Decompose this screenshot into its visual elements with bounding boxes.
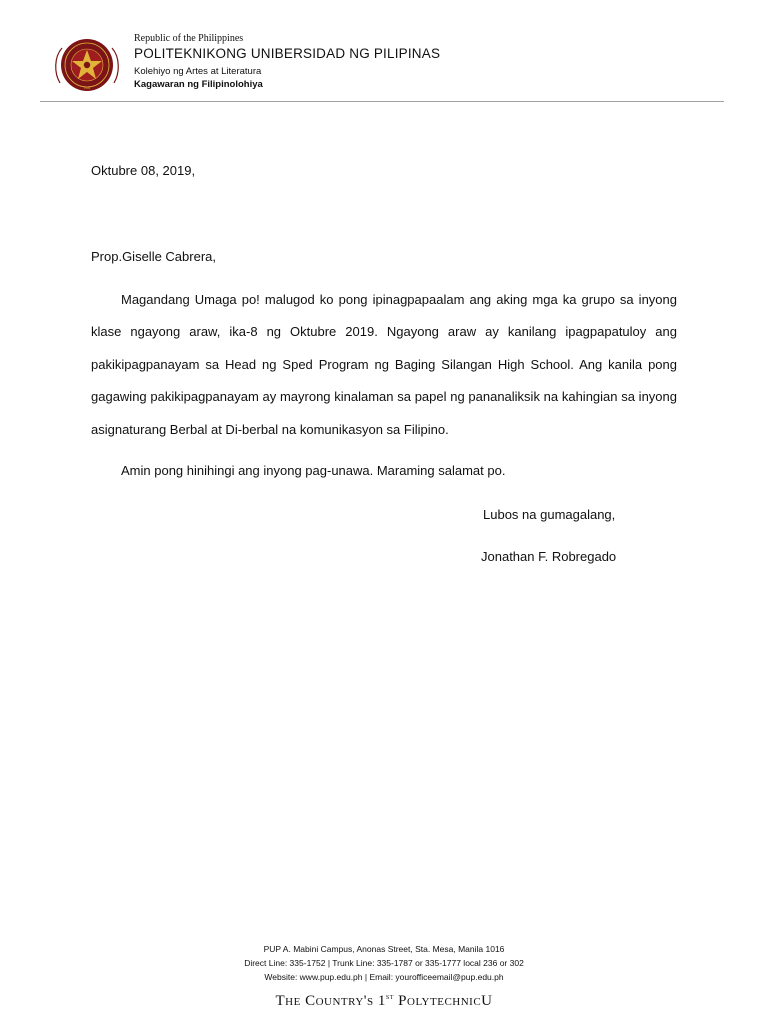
letter-closing: Lubos na gumagalang, bbox=[483, 507, 616, 522]
footer-web: Website: www.pup.edu.ph | Email: yourofficeemail@pup.edu.ph bbox=[264, 972, 504, 982]
college-name: Kolehiyo ng Artes at Literatura bbox=[134, 66, 262, 77]
footer-tagline bbox=[0, 991, 768, 1010]
department-name: Kagawaran ng Filipinolohiya bbox=[134, 79, 263, 90]
letter-salutation: Prop.Giselle Cabrera, bbox=[91, 249, 216, 264]
letter-paragraph-1: Magandang Umaga po! malugod ko pong ipinagpapaalam ang aking mga ka grupo sa inyong klase ngayong araw, ika-8 ng Oktubre 2019. Ngayong araw ay kanilang ipagpapatuloy ang pakikipagpanayam sa Head ng Sped Program ng Baging Silangan High School. Ang kanila pong gagawing pakikipagpanayam ay mayrong kinalaman sa papel ng pananaliksik na kahingian sa inyong asignaturang Berbal at Di-berbal na komunikasyon sa Filipino. bbox=[91, 292, 677, 437]
tagline-superscript: st bbox=[385, 991, 394, 1001]
republic-text: Republic of the Philippines bbox=[134, 33, 244, 44]
letter-paragraph-2: Amin pong hinihingi ang inyong pag-unawa. Maraming salamat po. bbox=[121, 463, 506, 478]
letter-date: Oktubre 08, 2019, bbox=[91, 163, 196, 178]
footer-phones: Direct Line: 335-1752 | Trunk Line: 335-1787 or 335-1777 local 236 or 302 bbox=[244, 958, 524, 968]
university-name: POLITEKNIKONG UNIBERSIDAD NG PILIPINAS bbox=[134, 46, 441, 61]
svg-text:1904: 1904 bbox=[84, 86, 90, 90]
tagline-end: PolytechnicU bbox=[393, 993, 493, 1009]
letter-signature: Jonathan F. Robregado bbox=[481, 549, 617, 564]
pup-seal-logo bbox=[52, 37, 122, 95]
header-divider bbox=[40, 101, 724, 102]
footer-address: PUP A. Mabini Campus, Anonas Street, Sta. Mesa, Manila 1016 bbox=[263, 944, 505, 954]
tagline-start: The Country's 1 bbox=[275, 993, 386, 1009]
